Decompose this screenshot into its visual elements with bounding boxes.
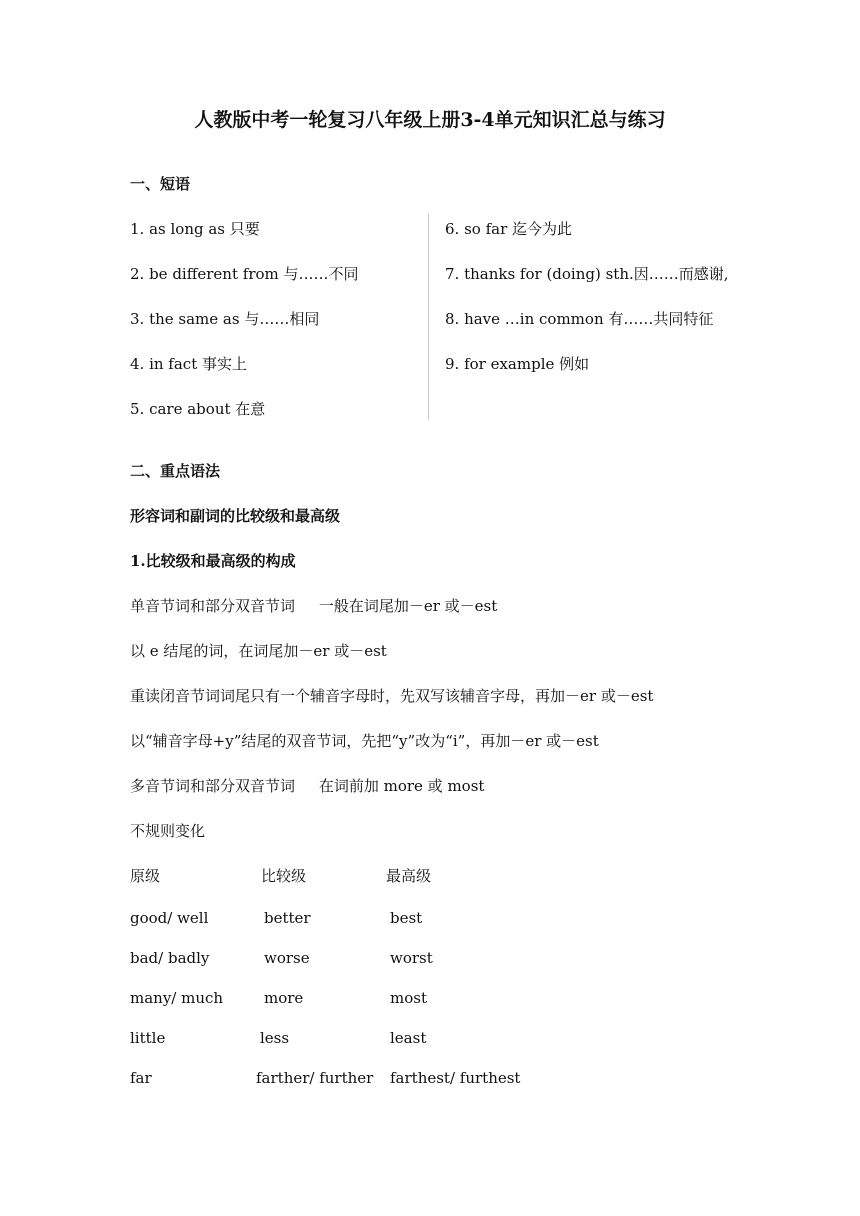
rule-line: 单音节词和部分双音节词 一般在词尾加－er 或－est [130,597,498,615]
phrase-item: 1. as long as 只要 [130,220,260,238]
rule-line: 多音节词和部分双音节词 在词前加 more 或 most [130,777,485,795]
table-header: 最高级 [386,867,432,885]
table-cell: far [130,1069,152,1087]
phrase-item: 4. in fact 事实上 [130,355,247,373]
rule-line: 重读闭音节词词尾只有一个辅音字母时，先双写该辅音字母，再加－er 或－est [130,687,654,705]
table-header: 比较级 [261,867,307,885]
table-cell: little [130,1029,166,1047]
column-divider [428,214,429,420]
table-cell: most [390,989,427,1007]
phrase-item: 2. be different from 与……不同 [130,265,359,283]
table-header: 原级 [130,867,161,885]
phrase-item: 3. the same as 与……相同 [130,310,320,328]
phrase-item: 5. care about 在意 [130,400,266,418]
table-cell: farthest/ furthest [390,1069,521,1087]
table-cell: better [264,909,311,927]
section-heading-phrases: 一、短语 [130,175,191,193]
grammar-point-heading: 1.比较级和最高级的构成 [130,552,296,570]
table-cell: least [390,1029,427,1047]
table-cell: many/ much [130,989,224,1007]
table-cell: best [390,909,423,927]
rule-line: 以“辅音字母+y”结尾的双音节词，先把“y”改为“i”，再加－er 或－est [130,732,599,750]
table-cell: more [264,989,304,1007]
phrase-item: 9. for example 例如 [445,355,590,373]
section-heading-grammar: 二、重点语法 [130,462,221,480]
table-cell: farther/ further [256,1069,374,1087]
phrase-item: 8. have …in common 有……共同特征 [445,310,714,328]
table-cell: worse [264,949,310,967]
table-cell: worst [390,949,433,967]
document-title: 人教版中考一轮复习八年级上册3-4单元知识汇总与练习 [194,109,666,131]
rule-line: 不规则变化 [130,822,206,840]
grammar-subheading: 形容词和副词的比较级和最高级 [130,507,341,525]
table-cell: less [260,1029,290,1047]
phrase-item: 7. thanks for (doing) sth.因……而感谢, [445,265,729,283]
table-cell: bad/ badly [130,949,210,967]
table-cell: good/ well [130,909,209,927]
phrase-item: 6. so far 迄今为此 [445,220,573,238]
rule-line: 以 e 结尾的词，在词尾加－er 或－est [130,642,387,660]
